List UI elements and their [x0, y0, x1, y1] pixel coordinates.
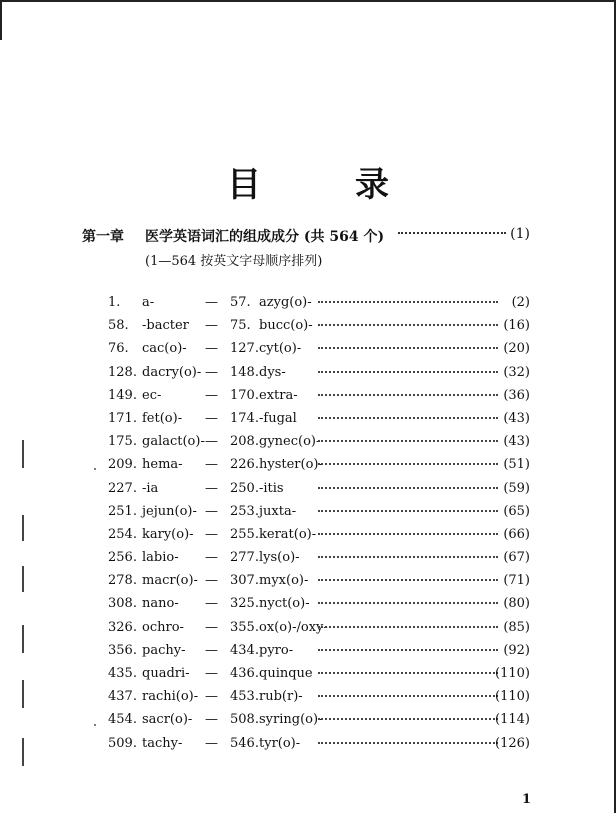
- dot-leader: [318, 695, 498, 697]
- dot-leader: [318, 394, 498, 396]
- dot-leader: [318, 556, 498, 558]
- range-end: 325.: [230, 596, 259, 612]
- page-ref: (114): [495, 712, 530, 728]
- page-ref: (51): [503, 457, 530, 473]
- range-to: bucc(o)-: [259, 318, 313, 334]
- range-start: 437.: [108, 689, 137, 705]
- dot-leader: [318, 533, 498, 535]
- range-from: ochro-: [142, 619, 184, 635]
- range-from: kary(o)-: [142, 526, 194, 542]
- range-end: 277.: [230, 550, 259, 566]
- scan-margin-mark: [22, 625, 24, 653]
- toc-row[interactable]: [108, 666, 530, 689]
- toc-row[interactable]: [108, 504, 530, 527]
- range-to: dys-: [259, 364, 286, 380]
- range-from: rachi(o)-: [142, 689, 199, 705]
- range-from: ec-: [142, 387, 162, 403]
- page-ref: (2): [511, 295, 530, 310]
- range-from: labio-: [142, 550, 179, 566]
- page-ref: (20): [503, 341, 530, 357]
- scan-speck: [94, 468, 96, 470]
- range-from: nano-: [142, 596, 179, 612]
- range-start: 278.: [108, 573, 137, 589]
- range-dash: —: [205, 619, 218, 635]
- range-dash: —: [205, 735, 218, 751]
- dot-leader: [318, 510, 498, 512]
- range-start: 58.: [108, 318, 129, 334]
- range-dash: —: [205, 387, 218, 403]
- range-to: kerat(o)-: [259, 526, 317, 542]
- range-to: juxta-: [259, 503, 297, 519]
- range-start: 326.: [108, 619, 137, 635]
- chapter-label: 第一章: [82, 229, 124, 245]
- range-end: 148.: [230, 364, 259, 380]
- range-start: 149.: [108, 387, 137, 403]
- range-from: fet(o)-: [142, 410, 183, 426]
- page-ref: (71): [503, 573, 530, 589]
- range-dash: —: [205, 364, 218, 380]
- scan-margin-mark: [22, 566, 24, 592]
- page-ref: (16): [503, 318, 530, 334]
- page-ref: (36): [503, 387, 530, 403]
- range-start: 256.: [108, 550, 137, 566]
- range-end: 255.: [230, 526, 259, 542]
- chapter-subtitle: (1—564 按英文字母顺序排列): [145, 254, 323, 269]
- dot-leader: [318, 417, 498, 419]
- range-end: 253.: [230, 503, 259, 519]
- scan-speck: [94, 724, 96, 726]
- range-to: azyg(o)-: [259, 295, 312, 310]
- range-from: galact(o)-: [142, 434, 205, 450]
- range-start: 454.: [108, 712, 137, 728]
- dot-leader: [318, 672, 498, 674]
- toc-row[interactable]: [108, 365, 530, 388]
- toc-row[interactable]: [108, 295, 530, 318]
- chapter-page: (1): [510, 226, 530, 242]
- range-start: 175.: [108, 434, 137, 450]
- range-to: extra-: [259, 387, 298, 403]
- range-to: hyster(o)-: [259, 457, 323, 473]
- range-start: 356.: [108, 642, 137, 658]
- range-end: 307.: [230, 573, 259, 589]
- dot-leader: [318, 487, 498, 489]
- range-from: macr(o)-: [142, 573, 198, 589]
- page-border-top: [0, 0, 616, 2]
- page-ref: (32): [503, 364, 530, 380]
- range-from: dacry(o)-: [142, 364, 202, 380]
- range-dash: —: [205, 550, 218, 566]
- range-to: ox(o)-/oxy-: [259, 619, 328, 635]
- range-dash: —: [205, 526, 218, 542]
- range-end: 453.: [230, 689, 259, 705]
- range-from: tachy-: [142, 735, 183, 751]
- range-start: 171.: [108, 410, 137, 426]
- dot-leader: [318, 579, 498, 581]
- range-start: 1.: [108, 295, 121, 310]
- toc-row[interactable]: [108, 411, 530, 434]
- range-start: 128.: [108, 364, 137, 380]
- dot-leader: [318, 347, 498, 349]
- toc-row[interactable]: [108, 573, 530, 596]
- range-to: quinque: [259, 666, 313, 681]
- page-ref: (43): [503, 410, 530, 426]
- range-start: 308.: [108, 596, 137, 612]
- toc-row[interactable]: [108, 712, 530, 735]
- scan-margin-mark: [22, 738, 24, 766]
- toc-row[interactable]: [108, 457, 530, 480]
- dot-leader: [318, 463, 498, 465]
- toc-row[interactable]: [108, 596, 530, 619]
- toc-row[interactable]: [108, 689, 530, 712]
- range-start: 254.: [108, 526, 137, 542]
- range-end: 508.: [230, 712, 259, 728]
- range-end: 127.: [230, 341, 259, 357]
- range-dash: —: [205, 503, 218, 519]
- range-dash: —: [205, 480, 218, 496]
- toc-row[interactable]: [108, 318, 530, 341]
- range-end: 208.: [230, 434, 259, 450]
- range-from: hema-: [142, 457, 183, 473]
- range-start: 76.: [108, 341, 129, 357]
- page-ref: (126): [495, 735, 530, 751]
- range-to: rub(r)-: [259, 689, 303, 705]
- range-from: -bacter: [142, 318, 189, 334]
- dot-leader: [318, 626, 498, 628]
- page-ref: (85): [503, 619, 530, 635]
- toc-list: [108, 295, 530, 759]
- range-start: 509.: [108, 735, 137, 751]
- dot-leader: [398, 232, 506, 234]
- range-dash: —: [205, 457, 218, 473]
- page-ref: (65): [503, 503, 530, 519]
- range-from: quadri-: [142, 666, 190, 681]
- range-to: gynec(o)-: [259, 434, 321, 450]
- range-to: -fugal: [259, 410, 297, 426]
- range-end: 226.: [230, 457, 259, 473]
- page-ref: (43): [503, 434, 530, 450]
- range-dash: —: [205, 666, 218, 681]
- page-ref: (80): [503, 596, 530, 612]
- range-end: 436.: [230, 666, 259, 681]
- toc-row[interactable]: [108, 736, 530, 759]
- dot-leader: [318, 602, 498, 604]
- range-end: 546.: [230, 735, 259, 751]
- toc-row[interactable]: [108, 620, 530, 643]
- range-end: 174.: [230, 410, 259, 426]
- page-ref: (59): [503, 480, 530, 496]
- range-end: 355.: [230, 619, 259, 635]
- range-start: 227.: [108, 480, 137, 496]
- scan-margin-mark: [22, 440, 24, 468]
- range-dash: —: [205, 410, 218, 426]
- range-dash: —: [205, 689, 218, 705]
- scan-margin-mark: [22, 515, 24, 541]
- dot-leader: [318, 301, 498, 303]
- range-to: tyr(o)-: [259, 735, 301, 751]
- range-to: cyt(o)-: [259, 341, 302, 357]
- page-ref: (67): [503, 550, 530, 566]
- range-end: 434.: [230, 642, 259, 658]
- range-to: -itis: [259, 480, 284, 496]
- page-ref: (110): [495, 666, 530, 681]
- range-start: 251.: [108, 503, 137, 519]
- range-end: 57.: [230, 295, 251, 310]
- chapter-title: 医学英语词汇的组成成分 (共 564 个): [145, 229, 385, 245]
- range-start: 209.: [108, 457, 137, 473]
- page-ref: (110): [495, 689, 530, 705]
- page-title: 目 录: [227, 165, 419, 205]
- range-dash: —: [205, 318, 218, 334]
- range-to: syring(o)-: [259, 712, 323, 728]
- range-from: sacr(o)-: [142, 712, 193, 728]
- toc-row[interactable]: [108, 341, 530, 364]
- toc-row[interactable]: [108, 434, 530, 457]
- range-dash: —: [205, 573, 218, 589]
- toc-row[interactable]: [108, 481, 530, 504]
- dot-leader: [318, 649, 498, 651]
- scan-margin-mark: [22, 680, 24, 708]
- range-from: -ia: [142, 480, 159, 496]
- range-end: 250.: [230, 480, 259, 496]
- range-end: 75.: [230, 318, 251, 334]
- range-start: 435.: [108, 666, 137, 681]
- range-dash: —: [205, 434, 218, 450]
- range-to: nyct(o)-: [259, 596, 310, 612]
- range-to: myx(o)-: [259, 573, 309, 589]
- page-ref: (66): [503, 526, 530, 542]
- range-dash: —: [205, 712, 218, 728]
- range-dash: —: [205, 596, 218, 612]
- range-from: pachy-: [142, 642, 186, 658]
- page-number: 1: [522, 792, 532, 807]
- toc-row[interactable]: [108, 643, 530, 666]
- range-dash: —: [205, 642, 218, 658]
- dot-leader: [318, 742, 498, 744]
- toc-row[interactable]: [108, 527, 530, 550]
- dot-leader: [318, 324, 498, 326]
- dot-leader: [318, 440, 498, 442]
- dot-leader: [318, 371, 498, 373]
- range-dash: —: [205, 341, 218, 357]
- dot-leader: [318, 718, 498, 720]
- range-to: lys(o)-: [259, 550, 300, 566]
- toc-row[interactable]: [108, 388, 530, 411]
- page-ref: (92): [503, 642, 530, 658]
- page-border-left: [0, 0, 2, 40]
- range-to: pyro-: [259, 642, 294, 658]
- range-end: 170.: [230, 387, 259, 403]
- range-from: jejun(o)-: [142, 503, 197, 519]
- toc-row[interactable]: [108, 550, 530, 573]
- range-from: a-: [142, 295, 155, 310]
- range-dash: —: [205, 295, 218, 310]
- range-from: cac(o)-: [142, 341, 187, 357]
